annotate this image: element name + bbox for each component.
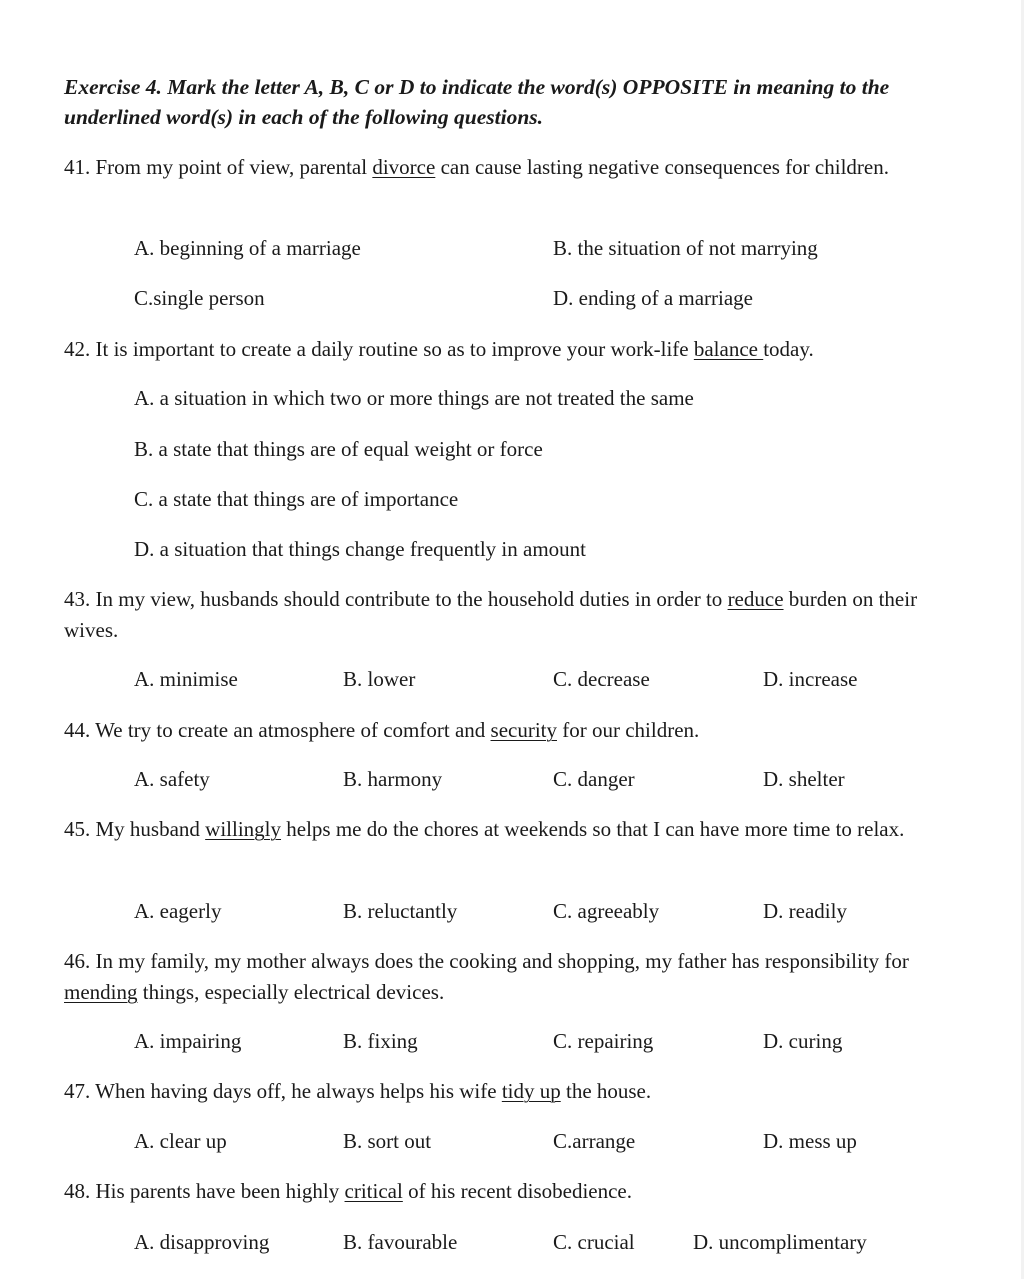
option-46-d[interactable]: D. curing — [763, 1029, 843, 1053]
option-42-b[interactable]: B. a state that things are of equal weight or force — [134, 437, 543, 461]
question-47 — [64, 1076, 969, 1107]
option-43-c[interactable]: C. decrease — [553, 667, 650, 691]
question-text: We try to create an atmosphere of comfort and — [95, 718, 491, 742]
option-41-b[interactable]: B. the situation of not marrying — [553, 236, 818, 260]
option-46-a[interactable]: A. impairing — [134, 1029, 242, 1053]
option-48-d[interactable]: D. uncomplimentary — [693, 1230, 867, 1254]
underlined-word: divorce — [372, 155, 436, 179]
question-text: In my family, my mother always does the cooking and shopping, my father has responsibility for — [95, 949, 909, 973]
option-46-b[interactable]: B. fixing — [343, 1029, 418, 1053]
option-45-a[interactable]: A. eagerly — [134, 899, 222, 923]
option-44-b[interactable]: B. harmony — [343, 767, 443, 791]
option-46-c[interactable]: C. repairing — [553, 1029, 654, 1053]
underlined-word: willingly — [205, 817, 282, 841]
question-text: From my point of view, parental — [95, 155, 373, 179]
question-48 — [64, 1176, 969, 1207]
question-number: 45. — [64, 817, 91, 841]
option-45-c[interactable]: C. agreeably — [553, 899, 660, 923]
option-48-a[interactable]: A. disapproving — [134, 1230, 270, 1254]
question-42 — [64, 334, 969, 365]
question-text: His parents have been highly — [95, 1179, 345, 1203]
question-44 — [64, 715, 969, 746]
question-number: 42. — [64, 337, 91, 361]
option-44-c[interactable]: C. danger — [553, 767, 635, 791]
question-text: today. — [763, 337, 814, 361]
option-41-a[interactable]: A. beginning of a marriage — [134, 236, 361, 260]
option-47-c[interactable]: C.arrange — [553, 1129, 636, 1153]
question-number: 48. — [64, 1179, 91, 1203]
question-text: My husband — [95, 817, 206, 841]
option-42-d[interactable]: D. a situation that things change frequently in amount — [134, 537, 586, 561]
option-44-a[interactable]: A. safety — [134, 767, 210, 791]
option-41-c[interactable]: C.single person — [134, 286, 265, 310]
option-41-d[interactable]: D. ending of a marriage — [553, 286, 754, 310]
option-45-d[interactable]: D. readily — [763, 899, 847, 923]
underlined-word: reduce — [727, 587, 784, 611]
underlined-word: tidy up — [501, 1079, 561, 1103]
option-48-c[interactable]: C. crucial — [553, 1230, 635, 1254]
option-47-a[interactable]: A. clear up — [134, 1129, 227, 1153]
exercise-heading: Exercise 4. Mark the letter A, B, C or D to indicate the word(s) OPPOSITE in meaning to the underlined word(s) in each of the following questions. — [64, 75, 890, 129]
option-42-a[interactable]: A. a situation in which two or more things are not treated the same — [134, 386, 694, 410]
question-text: helps me do the chores at weekends so that I can have more time to relax. — [281, 817, 905, 841]
question-number: 46. — [64, 949, 91, 973]
question-text: When having days off, he always helps his wife — [95, 1079, 502, 1103]
question-45 — [64, 814, 969, 845]
option-43-b[interactable]: B. lower — [343, 667, 416, 691]
question-text: for our children. — [557, 718, 700, 742]
question-text: burden on their wives. — [64, 587, 918, 642]
option-47-b[interactable]: B. sort out — [343, 1129, 432, 1153]
question-text: In my view, husbands should contribute to the household duties in order to — [95, 587, 728, 611]
question-text: It is important to create a daily routine so as to improve your work-life — [95, 337, 694, 361]
question-number: 44. — [64, 718, 91, 742]
underlined-word: mending — [64, 980, 138, 1004]
question-46 — [64, 946, 969, 1008]
question-number: 41. — [64, 155, 91, 179]
question-text: can cause lasting negative consequences for children. — [435, 155, 889, 179]
option-47-d[interactable]: D. mess up — [763, 1129, 857, 1153]
option-44-d[interactable]: D. shelter — [763, 767, 845, 791]
option-48-b[interactable]: B. favourable — [343, 1230, 458, 1254]
question-number: 47. — [64, 1079, 91, 1103]
underlined-word: security — [490, 718, 557, 742]
option-45-b[interactable]: B. reluctantly — [343, 899, 458, 923]
question-number: 43. — [64, 587, 91, 611]
question-text: things, especially electrical devices. — [137, 980, 445, 1004]
option-43-a[interactable]: A. minimise — [134, 667, 238, 691]
underlined-word: critical — [344, 1179, 403, 1203]
question-text: the house. — [560, 1079, 652, 1103]
underlined-word: balance — [693, 337, 764, 361]
question-text: of his recent disobedience. — [402, 1179, 632, 1203]
option-42-c[interactable]: C. a state that things are of importance — [134, 487, 459, 511]
option-43-d[interactable]: D. increase — [763, 667, 858, 691]
question-43 — [64, 584, 969, 646]
question-41 — [64, 152, 969, 183]
